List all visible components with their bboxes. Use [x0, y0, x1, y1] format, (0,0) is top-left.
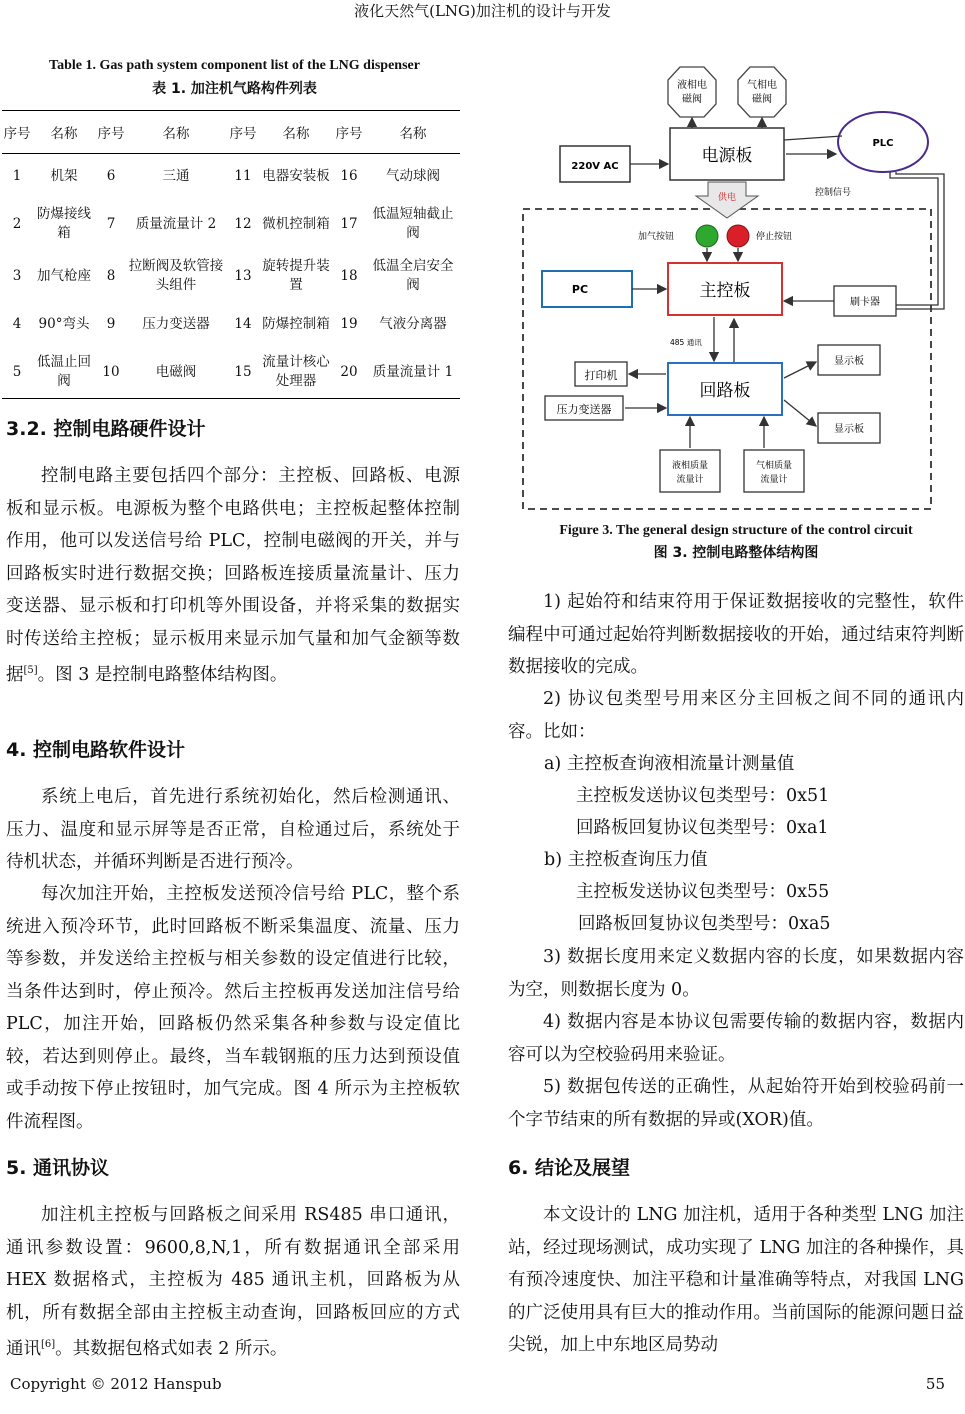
table-cell: 防爆接线箱: [37, 206, 91, 241]
col-header: 名称: [260, 111, 332, 154]
table-cell: 20: [332, 346, 366, 399]
table-cell: 15: [226, 346, 260, 399]
table-cell: 气动球阀: [386, 167, 440, 184]
control-circuit-diagram: [520, 58, 965, 516]
example-b-reply: 回路板回复协议包类型号：0xa5: [578, 914, 831, 934]
section-6-title: 6. 结论及展望: [508, 1157, 631, 1179]
table-cell: 三通: [162, 167, 190, 184]
table-cell: 19: [340, 315, 358, 332]
example-a-send: 主控板发送协议包类型号：0x51: [576, 786, 830, 806]
gas-flowmeter-label-1: 气相质量: [755, 461, 793, 471]
table-cell: 气液分离器: [379, 315, 447, 332]
example-b-title: b) 主控板查询压力值: [544, 850, 708, 870]
main-board-label: 主控板: [699, 281, 751, 301]
table-cell: 12: [234, 215, 252, 232]
stop-button-indicator: [727, 225, 749, 247]
example-a-reply: 回路板回复协议包类型号：0xa1: [576, 818, 829, 838]
table-row: [2, 346, 460, 399]
gas-solenoid-valve: [738, 67, 786, 117]
table-cell: 防爆控制箱: [262, 315, 330, 332]
gas-valve-label-1: 气相电: [747, 80, 777, 91]
table-cell: 16: [340, 167, 358, 184]
section-5-paragraph: 加注机主控板与回路板之间采用 RS485 串口通讯，通讯参数设置：9600,8,N,1，所有数据通讯全部采用 HEX 数据格式，主控板为 485 通讯主机，回路板为从机，所有数据全部由主控板主动查询，回路板回应的方式通讯[6]。其数据包格式如表 2 所示。: [6, 1205, 460, 1359]
table-row: [2, 250, 460, 302]
table-cell: 流量计核心处理器: [260, 346, 332, 399]
start-button-indicator: [696, 225, 718, 247]
citation-6: [6]: [41, 1339, 56, 1350]
table-cell: 2: [12, 215, 22, 232]
table-cell: 4: [12, 315, 22, 332]
running-header: 液化天然气(LNG)加注机的设计与开发: [354, 2, 611, 20]
table-cell: 质量流量计 1: [366, 346, 460, 399]
gas-flowmeter-box: [744, 450, 804, 492]
table-cell: 17: [340, 215, 358, 232]
pressure-transmitter-label: 压力变送器: [556, 403, 612, 416]
section-6-paragraph: 本文设计的 LNG 加注机，适用于各种类型 LNG 加注站，经过现场测试，成功实现了 LNG 加注的各种操作，具有预冷速度快、加注平稳和计量准确等特点，对我国 LNG 的广泛使用具有巨大的推动作用。当前国际的能源问题日益尖锐，加上中东地区局势动: [508, 1205, 964, 1355]
protocol-item-1: 1) 起始符和结束符用于保证数据接收的完整性，软件编程中可通过起始符判断数据接收的开始，通过结束符判断数据接收的完成。: [508, 592, 964, 677]
table-cell: 9: [106, 315, 116, 332]
table-cell: 电器安装板: [262, 167, 330, 184]
table-cell: 3: [12, 267, 22, 284]
liquid-solenoid-valve: [668, 67, 716, 117]
liquid-valve-label-2: 磁阀: [682, 94, 702, 105]
gas-flowmeter-label-2: 流量计: [760, 475, 788, 485]
table-cell: 质量流量计 2: [135, 215, 217, 232]
protocol-item-2: 2) 协议包类型号用来区分主回板之间不同的通讯内容。比如：: [508, 689, 964, 742]
section-4-paragraph-2: 每次加注开始，主控板发送预冷信号给 PLC，整个系统进入预冷环节，此时回路板不断采集温度、流量、压力等参数，并发送给主控板与相关参数的设定值进行比较，当条件达到时，停止预冷。然后主控板再发送加注信号给 PLC，加注开始，回路板仍然采集各种参数与设定值比较，若达到则停止。最终，当车载钢瓶的压力达到预设值或手动按下停止按钮时，加气完成。图 4 所示为主控板软件流程图。: [6, 884, 460, 1132]
table-cell: 拉断阀及软管接头组件: [128, 258, 224, 293]
table-row: [2, 302, 460, 346]
protocol-item-5: 5) 数据包传送的正确性，从起始符开始到校验码前一个字节结束的所有数据的异或(XOR)值。: [508, 1077, 964, 1130]
table-cell: 14: [234, 315, 252, 332]
table-cell: 11: [234, 167, 252, 184]
table-cell: 8: [106, 267, 116, 284]
component-table: [2, 110, 460, 399]
table-cell: 6: [106, 167, 116, 184]
figure-3-caption-en: Figure 3. The general design structure of the control circuit: [559, 523, 913, 538]
col-header: 序号: [226, 111, 260, 154]
table-caption-en: Table 1. Gas path system component list of the LNG dispenser: [49, 58, 420, 73]
start-button-label: 加气按钮: [638, 232, 675, 242]
table-cell: 电磁阀: [126, 346, 226, 399]
protocol-item-4: 4) 数据内容是本协议包需要传输的数据内容，数据内容可以为空校验码用来验证。: [508, 1012, 964, 1065]
ac220-label: 220V AC: [571, 161, 619, 172]
table-cell: 低温全启安全阀: [372, 258, 454, 293]
display-board-2-label: 显示板: [834, 424, 864, 435]
table-caption-zh: 表 1. 加注机气路构件列表: [152, 81, 317, 97]
table-cell: 13: [234, 267, 252, 284]
table-header-row: [2, 111, 460, 154]
liquid-flowmeter-label-2: 流量计: [676, 475, 704, 485]
col-header: 名称: [366, 111, 460, 154]
section-3-2-title: 3.2. 控制电路硬件设计: [6, 418, 206, 440]
table-cell: 微机控制箱: [262, 215, 330, 232]
liquid-flowmeter-box: [660, 450, 720, 492]
display-board-1-label: 显示板: [834, 356, 864, 367]
loop-board-label: 回路板: [699, 381, 751, 401]
card-reader-label: 刷卡器: [850, 297, 880, 308]
table-cell: 90°弯头: [38, 315, 90, 332]
stop-button-label: 停止按钮: [756, 232, 793, 242]
page-number: 55: [925, 1375, 945, 1393]
table-cell: 加气枪座: [37, 267, 91, 284]
section-4-paragraph-1: 系统上电后，首先进行系统初始化，然后检测通讯、压力、温度和显示屏等是否正常，自检通过后，系统处于待机状态，并循环判断是否进行预冷。: [6, 787, 460, 872]
section-5-title: 5. 通讯协议: [6, 1157, 110, 1179]
table-cell: 5: [2, 346, 32, 399]
rs485-label: 485 通讯: [670, 338, 702, 347]
figure-3-caption-zh: 图 3. 控制电路整体结构图: [653, 545, 819, 561]
col-header: 序号: [332, 111, 366, 154]
example-b-send: 主控板发送协议包类型号：0x55: [576, 882, 830, 902]
liquid-flowmeter-label-1: 液相质量: [671, 461, 709, 471]
footer-copyright: Copyright © 2012 Hanspub: [10, 1375, 222, 1393]
section-4-title: 4. 控制电路软件设计: [6, 739, 186, 761]
table-cell: 10: [96, 346, 126, 399]
pc-label: PC: [571, 283, 589, 296]
liquid-valve-label-1: 液相电: [677, 80, 707, 91]
table-cell: 机架: [50, 167, 78, 184]
protocol-item-3: 3) 数据长度用来定义数据内容的长度，如果数据内容为空，则数据长度为 0。: [508, 947, 964, 1000]
col-header: 名称: [126, 111, 226, 154]
table-cell: 1: [12, 167, 22, 184]
col-header: 序号: [96, 111, 126, 154]
table-row: [2, 154, 460, 199]
table-cell: 7: [106, 215, 116, 232]
table-cell: 旋转提升装置: [262, 258, 330, 293]
plc-label: PLC: [872, 138, 894, 149]
control-signal-label: 控制信号: [815, 188, 852, 198]
col-header: 名称: [32, 111, 96, 154]
citation-5: [5]: [23, 665, 38, 676]
table-cell: 18: [340, 267, 358, 284]
gas-valve-label-2: 磁阀: [752, 94, 772, 105]
supply-label: 供电: [717, 193, 737, 203]
table-cell: 压力变送器: [142, 315, 210, 332]
printer-label: 打印机: [584, 369, 618, 382]
col-header: 序号: [2, 111, 32, 154]
example-a-title: a) 主控板查询液相流量计测量值: [544, 754, 795, 774]
power-board-label: 电源板: [701, 146, 753, 166]
section-3-2-paragraph: 控制电路主要包括四个部分：主控板、回路板、电源板和显示板。电源板为整个电路供电；主控板起整体控制作用，他可以发送信号给 PLC，控制电磁阀的开关，并与回路板实时进行数据交换；回路板连接质量流量计、压力变送器、显示板和打印机等外围设备，并将采集的数据实时传送给主控板；显示板用来显示加气量和加气金额等数据[5]。图 3 是控制电路整体结构图。: [6, 466, 460, 685]
table-cell: 低温止回阀: [32, 346, 96, 399]
table-cell: 低温短轴截止阀: [372, 206, 454, 241]
table-row: [2, 198, 460, 250]
